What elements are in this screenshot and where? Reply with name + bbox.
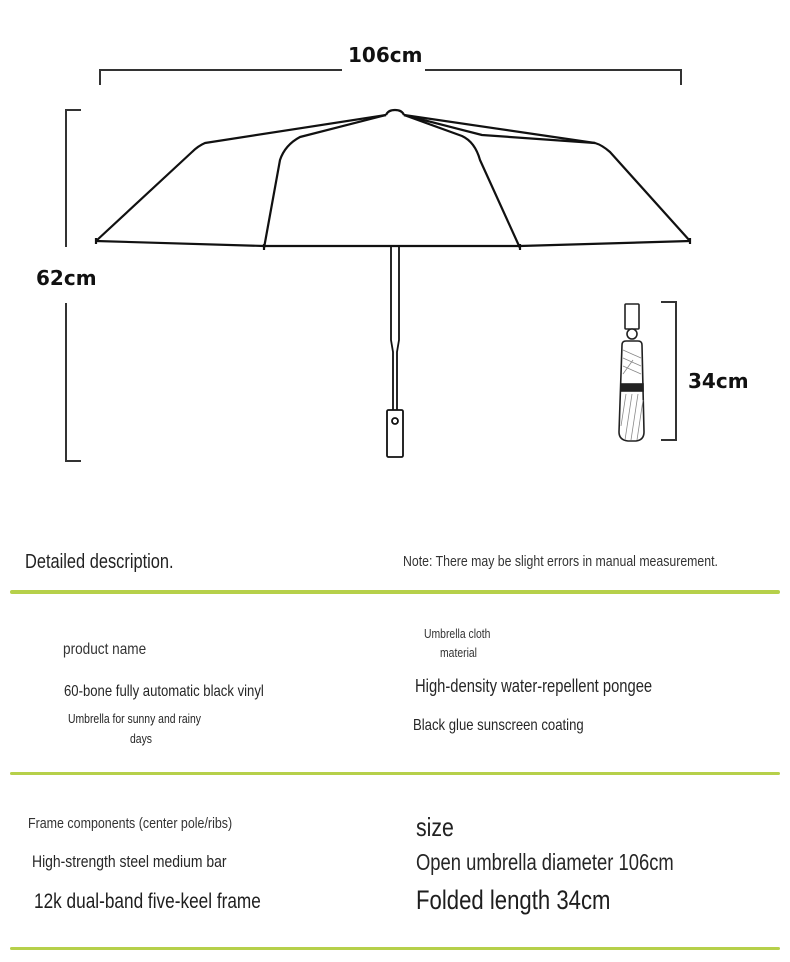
divider-3 bbox=[10, 947, 780, 950]
width-dimension-label: 106cm bbox=[348, 43, 423, 67]
measurement-note: Note: There may be slight errors in manual measurement. bbox=[403, 553, 718, 570]
size-label: size bbox=[416, 812, 454, 842]
folded-length-value: Folded length 34cm bbox=[416, 885, 611, 915]
folded-umbrella bbox=[619, 304, 644, 441]
open-umbrella bbox=[96, 110, 690, 250]
cloth-material-value: High-density water-repellent pongee bbox=[415, 676, 653, 696]
width-bracket bbox=[100, 70, 681, 85]
product-name-label: product name bbox=[63, 641, 147, 658]
frame-components-label: Frame components (center pole/ribs) bbox=[28, 815, 233, 832]
cloth-coating-value: Black glue sunscreen coating bbox=[413, 717, 584, 734]
product-name-subtitle: Umbrella for sunny and rainy bbox=[68, 711, 201, 726]
cloth-material-label-cont: material bbox=[440, 645, 477, 660]
open-diameter-value: Open umbrella diameter 106cm bbox=[416, 849, 674, 875]
divider-2 bbox=[10, 772, 780, 775]
umbrella-shaft bbox=[387, 246, 403, 457]
folded-bracket bbox=[661, 302, 676, 440]
folded-dimension-label: 34cm bbox=[688, 369, 749, 393]
product-name-subtitle-cont: days bbox=[130, 731, 152, 746]
cloth-material-label: Umbrella cloth bbox=[424, 626, 491, 641]
height-dimension-label: 62cm bbox=[36, 266, 97, 290]
frame-pole-value: High-strength steel medium bar bbox=[32, 852, 227, 871]
section-title: Detailed description. bbox=[25, 551, 174, 573]
frame-ribs-value: 12k dual-band five-keel frame bbox=[34, 890, 261, 913]
divider-1 bbox=[10, 590, 780, 594]
product-name-value: 60-bone fully automatic black vinyl bbox=[64, 683, 264, 700]
